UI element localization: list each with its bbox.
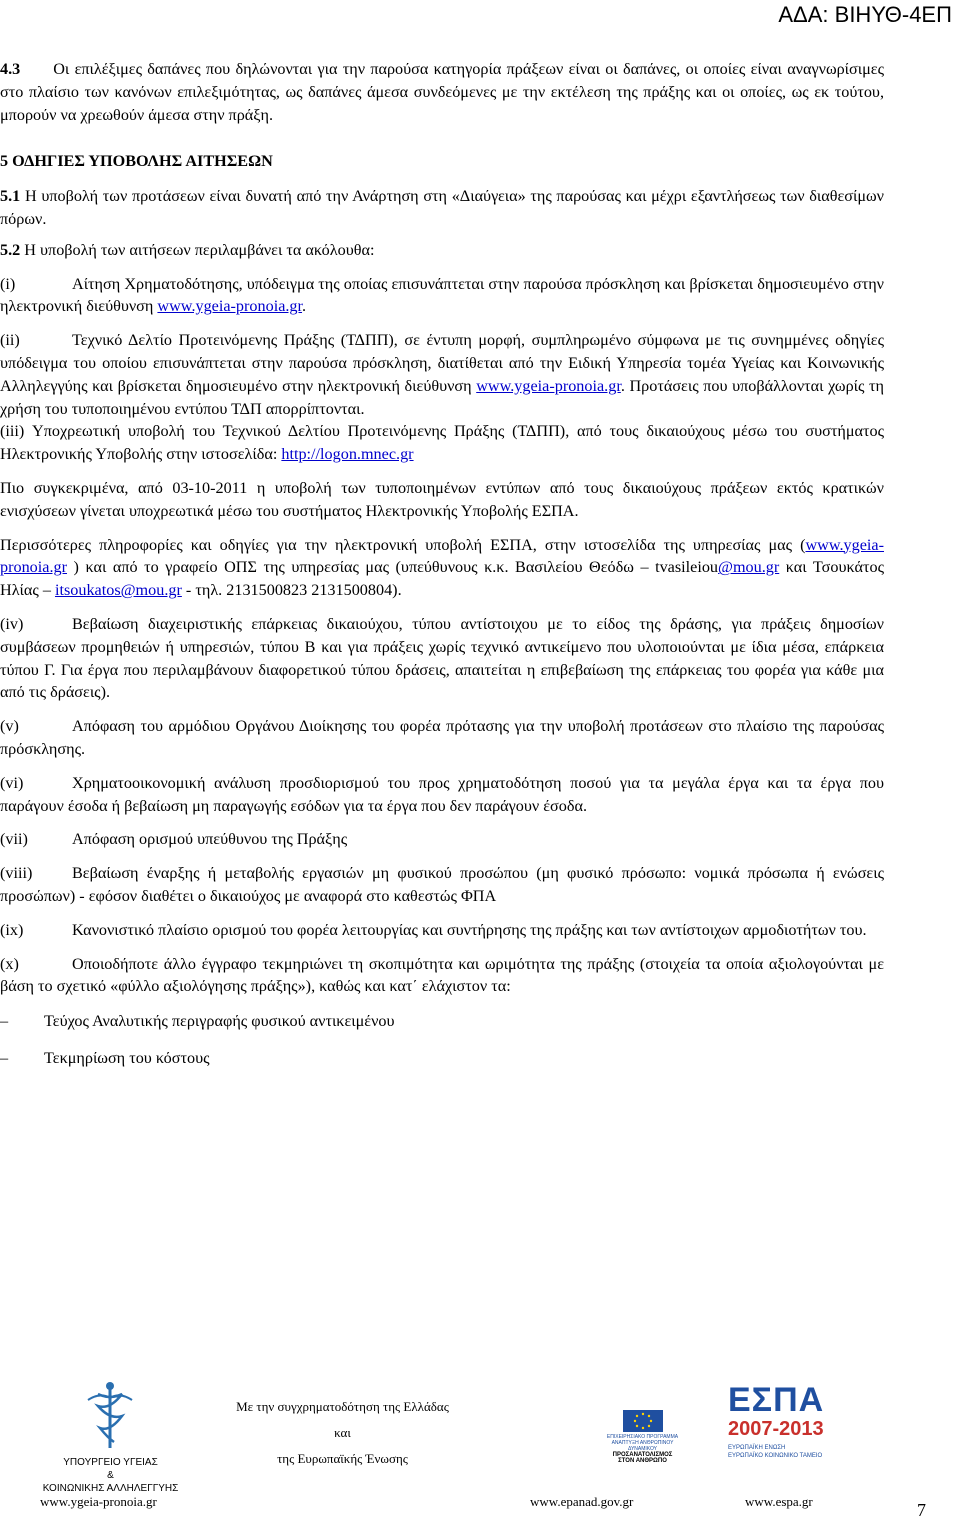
item-vi: (vi) Χρηματοοικονομική ανάλυση προσδιορισμού του προς χρηματοδότηση ποσού για τα μεγάλα έργα και τα έργα που παράγουν έσοδα ή βεβαίωση μη παραγωγής εσόδων για τα έργα που δεν παράγουν έσοδα. — [0, 773, 884, 815]
item-ii: (ii) Τεχνικό Δελτίο Προτεινόμενης Πράξης (ΤΔΠΠ), σε έντυπη μορφή, συμπληρωμένο σύμφωνα με τις συνημμένες οδηγίες υπόδειγμα του οποίου επισυνάπτεται στην παρούσα πρόσκληση, διατίθεται από την Ειδική Υπηρεσία τομέα Υγείας και Κοινωνικής Αλληλεγγύης και βρίσκεται δημοσιευμένο στην ηλεκτρονική διεύθυνση www.ygeia-pronoia.gr. Προτάσεις που υποβάλλονται χωρίς τη χρήση του τυποποιημένου εντύπου ΤΔΠ απορρίπτονται. — [0, 331, 884, 418]
item-x: (x) Οποιοδήποτε άλλο έγγραφο τεκμηριώνει τη σκοπιμότητα και ωριμότητα της πράξης (στοιχεία τα οποία αξιολογούνται με βάση το σχετικό «φύλλο αξιολόγησης πράξης»), καθώς και κατ΄ ελάχιστον τα: — [0, 954, 884, 996]
item-vii: (vii) Απόφαση ορισμού υπεύθυνου της Πράξης — [0, 830, 348, 849]
section-5-heading: 5 ΟΔΗΓΙΕΣ ΥΠΟΒΟΛΗΣ ΑΙΤΗΣΕΩΝ — [0, 152, 273, 171]
logon-link[interactable]: http://logon.mnec.gr — [281, 445, 414, 464]
section-5-2: 5.2 Η υποβολή των αιτήσεων περιλαμβάνει τα ακόλουθα: — [0, 240, 375, 259]
email-link-vasileiou[interactable]: @mou.gr — [718, 558, 780, 577]
ministry-name: ΥΠΟΥΡΓΕΙΟ ΥΓΕΙΑΣ & ΚΟΙΝΩΝΙΚΗΣ ΑΛΛΗΛΕΓΓΥΗΣ — [42, 1457, 179, 1494]
section-4-3: 4.3 Οι επιλέξιμες δαπάνες που δηλώνονται για την παρούσα κατηγορία πράξεων είναι οι δαπάνες, οι οποίες είναι αναγνωρίσιμες στο πλαίσιο των κανόνων επιλεξιμότητας, ως δαπάνες άμεσα συνδεόμενες με την εκτέλεση της πράξης και οι οποίες, ως εκ τούτου, μπορούν να χρεωθούν άμεσα στην πράξη. — [0, 60, 884, 124]
item-iv: (iv) Βεβαίωση διαχειριστικής επάρκειας δικαιούχου, τύπου αντίστοιχου με το είδος της δράσης, για πράξεις δημοσίων συμβάσεων προμηθειών ή υπηρεσιών, τύπου Β και για πράξεις χωρίς τεχνικό αντικείμενο που υλοποιούνται με ίδια μέσα, επάρκεια τύπου Γ. Για έργα που περιλαμβάνουν διαφορετικού τύπου δράσεις, απαιτείται η επιβεβαίωση της επάρκειας του φορέα για κάθε μια από τις δράσεις). — [0, 614, 884, 702]
document-body — [0, 58, 884, 1070]
ada-header: ΑΔΑ: ΒΙΗΥΘ-4ΕΠ — [778, 2, 952, 27]
item-i: (i) Αίτηση Χρηματοδότησης, υπόδειγμα της οποίας επισυνάπτεται στην παρούσα πρόσκληση και βρίσκεται δημοσιευμένο στην ηλεκτρονική διεύθυνση www.ygeia-pronoia.gr. — [0, 274, 884, 316]
item-v: (v) Απόφαση του αρμόδιου Οργάνου Διοίκησης του φορέα πρότασης για την υποβολή προτάσεων στο πλαίσιο της παρούσας πρόσκλησης. — [0, 717, 884, 758]
ygeia-link[interactable]: www.ygeia-pronoia.gr — [476, 376, 621, 395]
email-link-tsoukatos[interactable]: itsoukatos@mou.gr — [54, 581, 182, 600]
dash-list — [0, 1010, 884, 1070]
paragraph-specific: Πιο συγκεκριμένα, από 03-10-2011 η υποβολή των τυποποιημένων εντύπων από τους δικαιούχους πράξεων εκτός κρατικών ενισχύσεων γίνεται υποχρεωτικά μέσω του συστήματος Ηλεκτρονικής Υποβολής ΕΣΠΑ. — [0, 478, 884, 520]
ministry-caduceus-logo — [80, 1380, 140, 1450]
epanad-logo: ΕΠΙΧΕΙΡΗΣΙΑΚΟ ΠΡΟΓΡΑΜΜΑ ΑΝΑΠΤΥΞΗ ΑΝΘΡΩΠΙΝΟΥ ΔΥΝΑΜΙΚΟΥ ΠΡΟΣΑΝΑΤΟΛΙΣΜΟΣ ΣΤΟΝ ΑΝΘΡΩΠΟ — [600, 1410, 685, 1470]
cofunding-text: Με την συγχρηματοδότηση της Ελλάδας και της Ευρωπαϊκής Ένωσης — [236, 1399, 449, 1466]
espa-logo: ΕΣΠΑ 2007-2013 ΕΥΡΩΠΑΪΚΗ ΕΝΩΣΗ ΕΥΡΩΠΑΪΚΟ ΚΟΙΝΩΝΙΚΟ ΤΑΜΕΙΟ — [728, 1381, 825, 1459]
item-viii: (viii) Βεβαίωση έναρξης ή μεταβολής εργασιών μη φυσικού προσώπου (μη φυσικό πρόσωπο: νομικά πρόσωπα ή ενώσεις προσώπων) - εφόσον διαθέτει ο δικαιούχος με αναφορά στο καθεστώς ΦΠΑ — [0, 864, 884, 905]
item-ix: (ix) Κανονιστικό πλαίσιο ορισμού του φορέα λειτουργίας και συντήρησης της πράξης και των αντίστοιχων αρμοδιοτήτων του. — [0, 920, 867, 939]
ygeia-link[interactable]: www.ygeia-pronoia.gr — [0, 535, 884, 577]
footer-link-ygeia[interactable]: www.ygeia-pronoia.gr — [40, 1494, 157, 1509]
footer-link-epanad[interactable]: www.epanad.gov.gr — [530, 1494, 634, 1509]
section-5-1: 5.1 Η υποβολή των προτάσεων είναι δυνατή από την Ανάρτηση στη «Διαύγεια» της παρούσας και μέχρι εξαντλήσεως των διαθεσίμων πόρων. — [0, 187, 884, 228]
list-item: – Τεκμηρίωση του κόστους — [0, 1048, 210, 1067]
page-number: 7 — [917, 1500, 926, 1520]
eu-flag-icon — [623, 1410, 663, 1432]
paragraph-info: Περισσότερες πληροφορίες και οδηγίες για την ηλεκτρονική υποβολή ΕΣΠΑ, στην ιστοσελίδα της υπηρεσίας μας (www.ygeia-pronoia.gr ) και από το γραφείο ΟΠΣ της υπηρεσίας μας (υπεύθυνους κ.κ. Βασιλείου Θεόδω – tvasileiou@mou.gr και Τσουκάτος Ηλίας – itsoukatos@mou.gr - τηλ. 2131500823 2131500804). — [0, 535, 885, 600]
item-iii: (iii) Υποχρεωτική υποβολή του Τεχνικού Δελτίου Προτεινόμενης Πράξης (ΤΔΠΠ), από τους δικαιούχους μέσω του συστήματος Ηλεκτρονικής Υποβολής στην ιστοσελίδα: http://logon.mnec.gr — [0, 422, 884, 464]
list-item: – Τεύχος Αναλυτικής περιγραφής φυσικού αντικειμένου — [0, 1012, 395, 1031]
footer-link-espa[interactable]: www.espa.gr — [745, 1494, 813, 1509]
footer — [0, 1380, 960, 1521]
section-number: 4.3 — [0, 60, 21, 78]
ygeia-link[interactable]: www.ygeia-pronoia.gr — [157, 297, 303, 316]
